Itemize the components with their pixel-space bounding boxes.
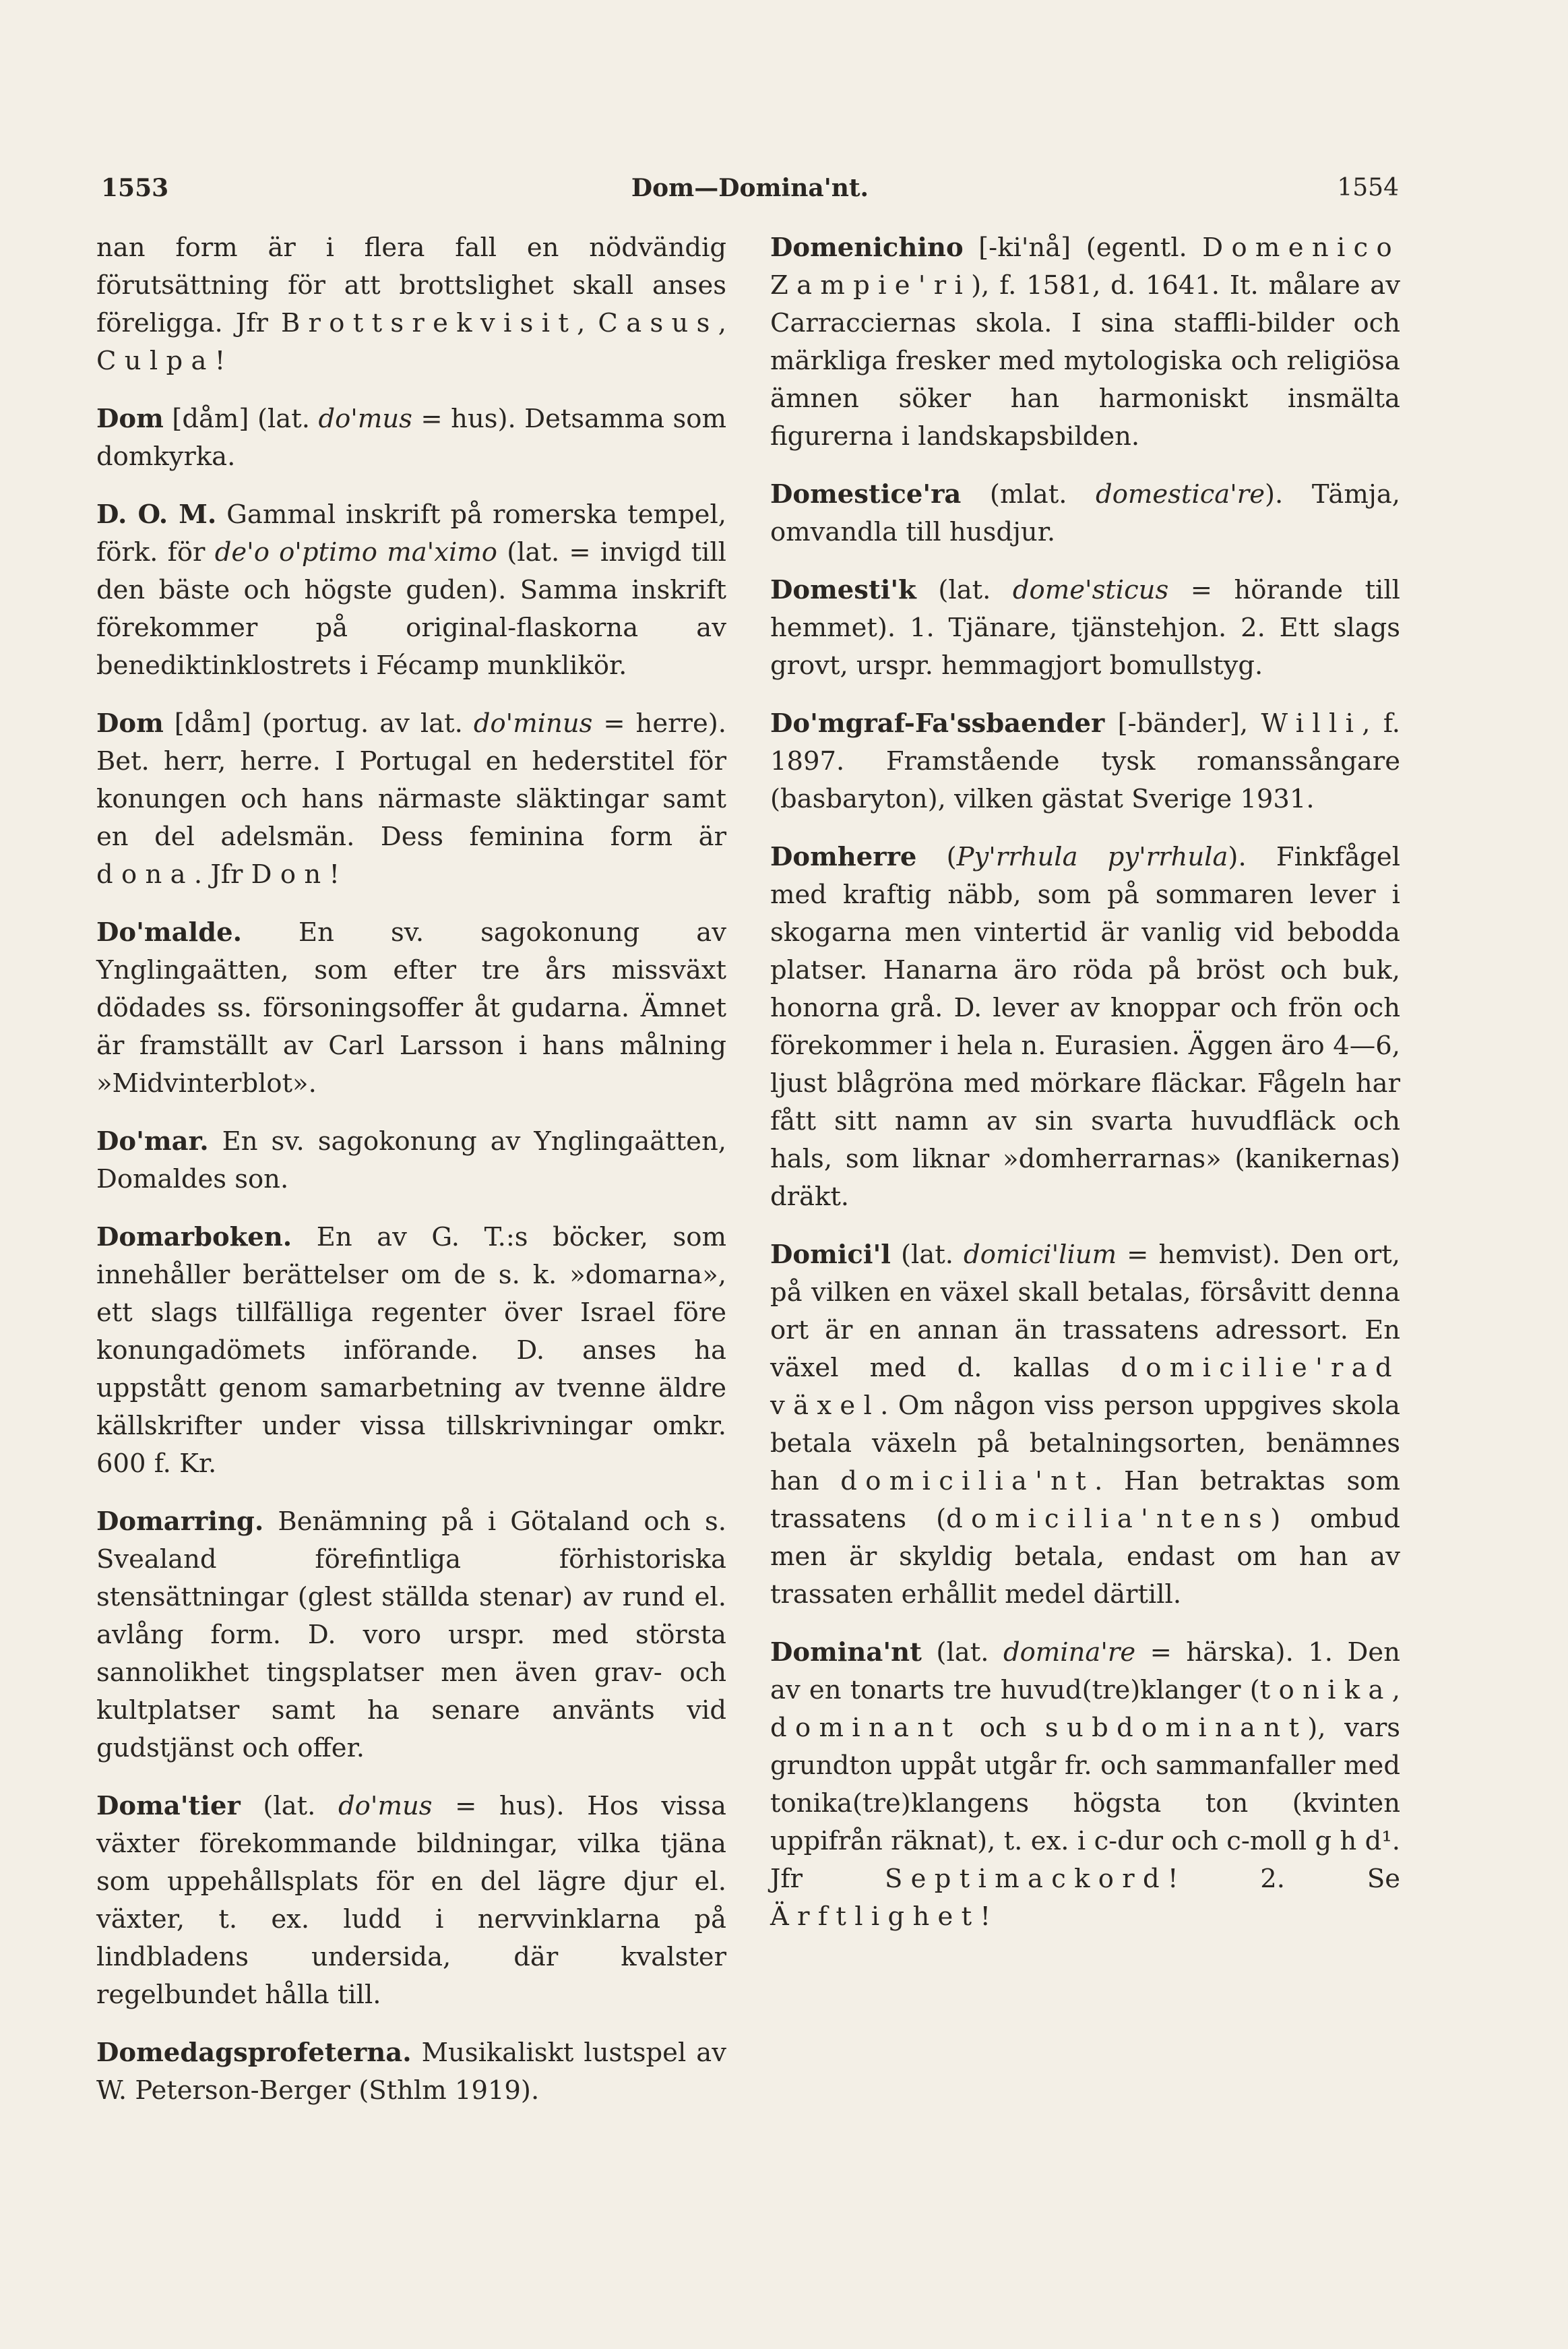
cross-reference: Ärftlighet <box>770 1901 980 1932</box>
cross-reference: Don <box>251 859 330 890</box>
entry-continuation: nan form är i flera fall en nödvändig förutsättning för att brottslighet skall anses föreligga. Jfr Brottsrekvisit, Casus, Culpa! <box>96 233 726 376</box>
headword: Doma'tier <box>96 1791 241 1821</box>
running-title: Dom—Domina'nt. <box>631 174 869 202</box>
headword: Domenichino <box>770 233 964 263</box>
right-column <box>770 229 1400 1956</box>
headword: Domina'nt <box>770 1637 922 1668</box>
entry-domicil: Domici'l (lat. domici'lium = hemvist). Den ort, på vilken en växel skall betalas, försåvitt denna ort är en annan än trassatens adressort. En växel med d. kallas domicilie'rad växel. Om någon viss person uppgives skola betala växeln på betalningsorten, benämnes han domicilia'nt. Han betraktas som trassatens (domicilia'ntens) ombud men är skyldig betala, endast om han av trassaten erhållit medel därtill. <box>770 1240 1400 1610</box>
page-number-right: 1554 <box>1337 174 1399 202</box>
entry-domar: Do'mar. En sv. sagokonung av Ynglingaätten, Domaldes son. <box>96 1126 726 1194</box>
page-header <box>101 174 1399 214</box>
cross-reference: Culpa <box>96 346 215 376</box>
entry-domherre: Domherre (Py'rrhula py'rrhula). Finkfågel med kraftig näbb, som på sommaren lever i skogarna men vintertid är vanlig vid bebodda platser. Hanarna äro röda på bröst och buk, honorna grå. D. lever av knoppar och frön och förekommer i hela n. Eurasien. Äggen äro 4—6, ljust blågröna med mörkare fläckar. Fågeln har fått sitt namn av sin svarta huvudfläck och hals, som liknar »domherrarnas» (kanikernas) dräkt. <box>770 842 1401 1212</box>
cross-reference: Brottsrekvisit <box>280 308 577 338</box>
left-column <box>96 229 726 2130</box>
headword: Domedagsprofeterna. <box>96 2038 412 2068</box>
entry-domarring: Domarring. Benämning på i Götaland och s. Svealand förefintliga förhistoriska stensättningar (glest ställda stenar) av rund el. avlång form. D. voro urspr. med största sannolikhet tingsplatser men även grav- och kultplatser samt ha senare använts vid gudstjänst och offer. <box>96 1506 726 1763</box>
headword: Do'mar. <box>96 1126 209 1157</box>
entry-dom-2: Dom [dåm] (portug. av lat. do'minus = herre). Bet. herr, herre. I Portugal en hederstitel för konungen och hans närmaste släktingar samt en del adelsmän. Dess feminina form är dona. Jfr Don! <box>96 708 726 890</box>
entry-dom-1: Dom [dåm] (lat. do'mus = hus). Detsamma som domkyrka. <box>96 404 726 472</box>
entry-dom-abbrev: D. O. M. Gammal inskrift på romerska tempel, förk. för de'o o'ptimo ma'ximo (lat. = invigd till den bäste och högste guden). Samma inskrift förekommer på original-flaskorna av benediktinklostrets i Fécamp munklikör. <box>96 499 726 681</box>
cross-reference: Septimackord <box>884 1864 1168 1894</box>
headword: Do'mgraf-Fa'ssbaender <box>770 708 1105 739</box>
entry-domalde: Do'malde. En sv. sagokonung av Ynglingaätten, som efter tre års missväxt dödades ss. försoningsoffer åt gudarna. Ämnet är framställt av Carl Larsson i hans målning »Midvinterblot». <box>96 917 726 1099</box>
headword: Domestice'ra <box>770 479 962 510</box>
entry-domgraf-fassbaender: Do'mgraf-Fa'ssbaender [-bänder], Willi, f. 1897. Framstående tysk romanssångare (basbaryton), vilken gästat Sverige 1931. <box>770 708 1400 814</box>
entry-domenichino: Domenichino [-ki'nå] (egentl. Domenico Zampie'ri), f. 1581, d. 1641. It. målare av Carracciernas skola. I sina staffli-bilder och märkliga fresker med mytologiska och religiösa ämnen söker han harmoniskt insmälta figurerna i landskapsbilden. <box>770 233 1400 452</box>
entry-domedagsprofeterna: Domedagsprofeterna. Musikaliskt lustspel av W. Peterson-Berger (Sthlm 1919). <box>96 2038 726 2106</box>
entry-domestik: Domesti'k (lat. dome'sticus = hörande till hemmet). 1. Tjänare, tjänstehjon. 2. Ett slags grovt, urspr. hemmagjort bomullstyg. <box>770 575 1400 681</box>
headword: Domarboken. <box>96 1222 292 1252</box>
headword: Domherre <box>770 842 917 872</box>
headword: Domici'l <box>770 1240 891 1270</box>
cross-reference: dona <box>96 859 194 890</box>
headword: Domesti'k <box>770 575 916 605</box>
headword: Dom <box>96 404 164 434</box>
headword: Dom <box>96 708 164 739</box>
entry-domarboken: Domarboken. En av G. T.:s böcker, som innehåller berättelser om de s. k. »domarna», ett slags tillfälliga regenter över Israel före konungadömets införande. D. anses ha uppstått genom samarbetning av tvenne äldre källskrifter under vissa tillskrivningar omkr. 600 f. Kr. <box>96 1222 726 1479</box>
headword: Domarring. <box>96 1506 264 1537</box>
entry-domesticera: Domestice'ra (mlat. domestica're). Tämja, omvandla till husdjur. <box>770 479 1401 547</box>
cross-reference: Casus <box>598 308 718 338</box>
headword: D. O. M. <box>96 499 217 530</box>
headword: Do'malde. <box>96 917 242 948</box>
page-number-left: 1553 <box>101 174 169 202</box>
entry-domatier: Doma'tier (lat. do'mus = hus). Hos vissa växter förekommande bildningar, vilka tjäna som uppehållsplats för en del lägre djur el. växter, t. ex. ludd i nervvinklarna på lindbladens undersida, där kvalster regelbundet hålla till. <box>96 1791 726 2010</box>
entry-dominant: Domina'nt (lat. domina're = härska). 1. Den av en tonarts tre huvud(tre)klanger (tonika, dominant och subdominant), vars grundton uppåt utgår fr. och sammanfaller med tonika(tre)klangens högsta ton (kvinten uppifrån räknat), t. ex. i c-dur och c-moll g h d¹. Jfr Septimackord! 2. Se Ärftlighet! <box>770 1637 1401 1932</box>
